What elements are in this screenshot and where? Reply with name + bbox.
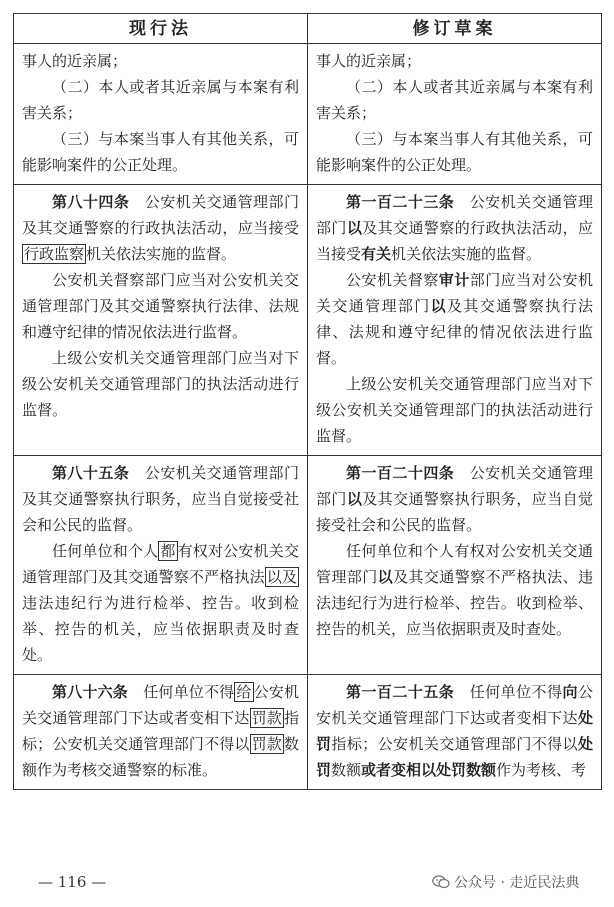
table-row xyxy=(14,44,602,185)
text-run: 部门应当对公安机关交通管理部门 xyxy=(316,271,593,315)
article-number: 第八十五条 xyxy=(52,464,130,482)
boxed-deletion: 罚款 xyxy=(251,735,282,753)
article-number: 第八十六条 xyxy=(52,683,128,701)
bold-amendment: 审计 xyxy=(438,271,470,289)
bold-amendment: 向 xyxy=(562,683,578,701)
paragraph: 公安机关督察部门应当对公安机关交通管理部门及其交通警察执行法律、法规和遵守纪律的情况依法进行监督。 xyxy=(22,271,299,341)
article-number: 第一百二十三条 xyxy=(346,193,455,211)
watermark-text: 公众号 · 走近民法典 xyxy=(454,875,580,891)
boxed-deletion: 都 xyxy=(160,542,176,560)
paragraph xyxy=(22,189,299,267)
text-run: 数额 xyxy=(331,761,362,779)
table-row xyxy=(14,456,602,675)
draft-cell xyxy=(308,456,602,675)
draft-cell xyxy=(308,185,602,456)
article-number: 第一百二十四条 xyxy=(346,464,455,482)
paragraph xyxy=(316,460,593,538)
paragraph xyxy=(316,189,593,267)
bold-amendment: 以 xyxy=(346,490,363,508)
comparison-table xyxy=(13,13,602,790)
wechat-icon xyxy=(432,875,450,889)
text-run: 指标；公安机关交通管理部门不得以 xyxy=(331,735,578,753)
bold-amendment: 以 xyxy=(430,297,447,315)
bold-amendment: 有关 xyxy=(361,245,392,263)
text-run: 公安机关交通管理部门下达或者变相下达 xyxy=(22,683,299,727)
table-row xyxy=(14,675,602,790)
text-run: 任何单位和个人 xyxy=(52,542,159,560)
text-run: 及其交通警察不严格执法、违法违纪行为进行检举、控告。收到检举、控告的机关，应当依据职责及时查处。 xyxy=(316,568,593,638)
text-run: 任何单位不得 xyxy=(143,683,235,701)
watermark xyxy=(432,872,579,892)
article-number: 第八十四条 xyxy=(52,193,130,211)
bold-amendment: 处罚 xyxy=(316,735,593,779)
paragraph: 事人的近亲属； xyxy=(316,52,422,70)
paragraph: （三）与本案当事人有其他关系，可能影响案件的公正处理。 xyxy=(316,130,593,174)
boxed-deletion: 行政监察 xyxy=(24,245,85,263)
text-run: 公安机关交通管理部门及其交通警察的行政执法活动，应当接受 xyxy=(22,193,299,237)
text-run: 任何单位不得 xyxy=(469,683,563,701)
text-run: 公安机关交通管理部门 xyxy=(316,193,593,237)
text-run: 有权对公安机关交通管理部门及其交通警察不严格执法 xyxy=(22,542,299,586)
paragraph: （二）本人或者其近亲属与本案有利害关系； xyxy=(22,78,299,122)
paragraph xyxy=(22,679,299,783)
text-run: 指标；公安机关交通管理部门不得以 xyxy=(22,709,299,753)
article-number: 第一百二十五条 xyxy=(346,683,455,701)
text-run: 公安机关交通管理部门下达或者变相下达 xyxy=(316,683,593,727)
text-run: 任何单位和个人有权对公安机关交通管理部门 xyxy=(316,542,593,586)
boxed-deletion: 给 xyxy=(236,683,252,701)
paragraph xyxy=(22,538,299,668)
page-number: — 116 — xyxy=(38,873,107,891)
boxed-deletion: 以及 xyxy=(266,568,297,586)
bold-amendment: 或者变相以处罚数额 xyxy=(361,761,497,779)
text-run: 作为考核、考 xyxy=(496,761,587,779)
bold-amendment: 以 xyxy=(377,568,394,586)
paragraph xyxy=(316,679,593,783)
text-run: 数额作为考核交通警察的标准。 xyxy=(22,735,299,779)
text-run: 及其交通警察的行政执法活动，应当接受 xyxy=(316,219,593,263)
current-law-cell xyxy=(14,675,308,790)
draft-cell xyxy=(308,44,602,185)
text-run: 及其交通警察执行职务，应当自觉接受社会和公民的监督。 xyxy=(316,490,593,534)
paragraph xyxy=(316,538,593,642)
text-run: 机关依法实施的监督。 xyxy=(391,245,542,263)
table-header-row xyxy=(14,14,602,44)
text-run: 公安机关交通管理部门及其交通警察执行职务，应当自觉接受社会和公民的监督。 xyxy=(22,464,299,534)
bold-amendment: 以 xyxy=(346,219,363,237)
current-law-cell xyxy=(14,44,308,185)
table-row xyxy=(14,185,602,456)
text-run: 公安机关交通管理部门 xyxy=(316,464,593,508)
current-law-cell xyxy=(14,456,308,675)
boxed-deletion: 罚款 xyxy=(251,709,282,727)
paragraph xyxy=(22,460,299,538)
draft-cell xyxy=(308,675,602,790)
current-law-cell xyxy=(14,185,308,456)
paragraph xyxy=(316,267,593,371)
paragraph: 上级公安机关交通管理部门应当对下级公安机关交通管理部门的执法活动进行监督。 xyxy=(316,375,593,445)
text-run: 机关依法实施的监督。 xyxy=(86,245,237,263)
paragraph: （二）本人或者其近亲属与本案有利害关系； xyxy=(316,78,593,122)
bold-amendment: 处罚 xyxy=(316,709,593,753)
paragraph: 事人的近亲属； xyxy=(22,52,128,70)
text-run: 公安机关督察 xyxy=(346,271,439,289)
paragraph: 上级公安机关交通管理部门应当对下级公安机关交通管理部门的执法活动进行监督。 xyxy=(22,349,299,419)
column-header-current-law: 现行法 xyxy=(14,14,308,44)
text-run: 及其交通警察执行法律、法规和遵守纪律的情况依法进行监督。 xyxy=(316,297,593,367)
text-run: 违法违纪行为进行检举、控告。收到检举、控告的机关，应当依据职责及时查处。 xyxy=(22,594,299,664)
column-header-draft: 修订草案 xyxy=(308,14,602,44)
paragraph: （三）与本案当事人有其他关系，可能影响案件的公正处理。 xyxy=(22,130,299,174)
